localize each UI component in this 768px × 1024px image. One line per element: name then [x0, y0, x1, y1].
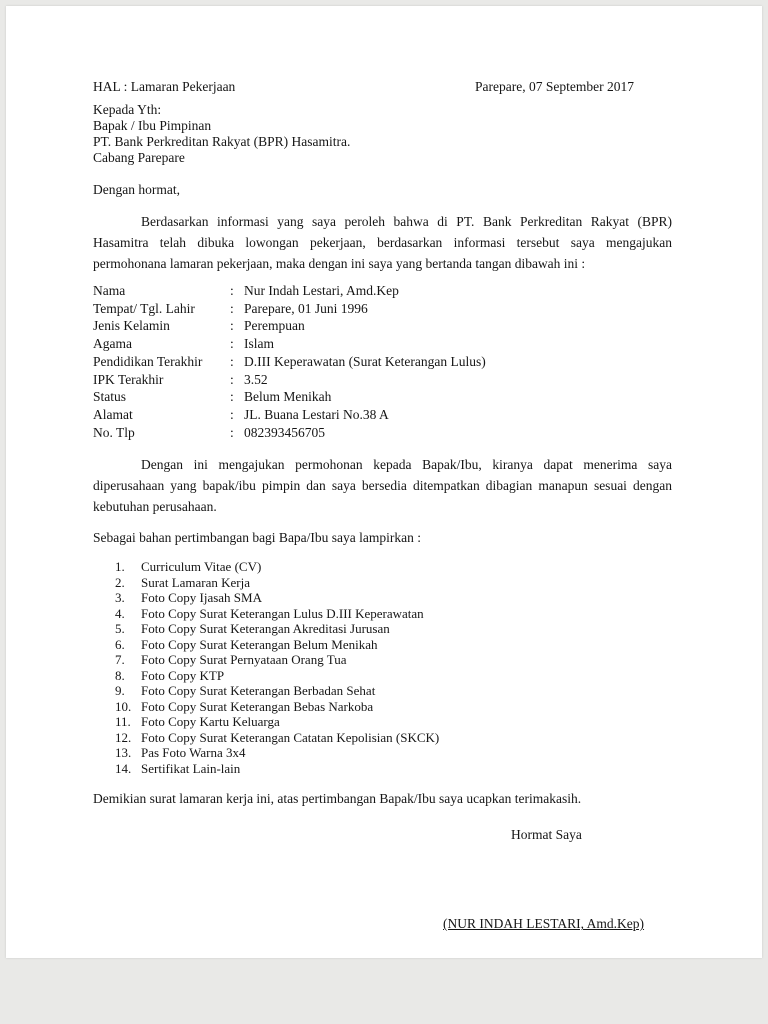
- attachment-number: 11.: [115, 714, 131, 730]
- field-label: Jenis Kelamin: [93, 318, 170, 334]
- attachment-label: Foto Copy Surat Pernyataan Orang Tua: [141, 652, 347, 668]
- colon-separator: :: [230, 283, 234, 298]
- attachment-item: [93, 559, 672, 575]
- letter-page: [6, 6, 762, 958]
- request-paragraph: Dengan ini mengajukan permohonan kepada Bapak/Ibu, kiranya dapat menerima saya diperusahaan yang bapak/ibu pimpin dan saya bersedia ditempatkan dibagian manapun sesuai dengan kebutuhan perusahaan.: [93, 457, 672, 515]
- personal-data-row: [93, 335, 672, 353]
- attachment-item: [93, 590, 672, 606]
- personal-data-row: [93, 353, 672, 371]
- attachment-item: [93, 652, 672, 668]
- recipient-line: Cabang Parepare: [93, 150, 185, 165]
- subject-line: HAL : Lamaran Pekerjaan: [93, 79, 236, 94]
- signature-label: Hormat Saya: [511, 827, 582, 843]
- attachment-number: 10.: [115, 698, 132, 714]
- attachment-label: Foto Copy Kartu Keluarga: [141, 714, 280, 730]
- city-date: Parepare, 07 September 2017: [475, 79, 634, 94]
- attachment-item: [93, 714, 672, 730]
- field-label: Agama: [93, 336, 132, 352]
- attachment-label: Foto Copy Surat Keterangan Bebas Narkoba: [141, 698, 374, 714]
- attachment-item: [93, 637, 672, 653]
- colon-separator: :: [230, 336, 234, 352]
- personal-data-row: [93, 282, 672, 300]
- attachment-item: [93, 761, 672, 777]
- field-value: Parepare, 01 Juni 1996: [244, 300, 368, 316]
- field-value: JL. Buana Lestari No.38 A: [244, 406, 389, 422]
- field-value: Nur Indah Lestari, Amd.Kep: [244, 283, 399, 298]
- opening-paragraph: Berdasarkan informasi yang saya peroleh bahwa di PT. Bank Perkreditan Rakyat (BPR) Hasamitra telah dibuka lowongan pekerjaan, berdasarkan informasi tersebut saya mengajukan permohonana lamaran pekerjaan, maka dengan ini saya yang bertanda tangan dibawah ini :: [93, 214, 672, 271]
- recipient-line: Bapak / Ibu Pimpinan: [93, 118, 212, 133]
- attachment-number: 8.: [115, 667, 125, 683]
- attachment-number: 2.: [115, 574, 125, 590]
- attachment-number: 7.: [115, 652, 125, 668]
- attachment-label: Foto Copy Surat Keterangan Berbadan Sehat: [141, 683, 376, 699]
- attachment-number: 9.: [115, 683, 125, 699]
- field-label: Nama: [93, 283, 126, 298]
- closing-paragraph: Demikian surat lamaran kerja ini, atas pertimbangan Bapak/Ibu saya ucapkan terimakasih.: [93, 791, 582, 807]
- field-value: 082393456705: [244, 424, 325, 440]
- field-value: Belum Menikah: [244, 389, 332, 405]
- attachment-item: [93, 606, 672, 622]
- attachment-item: [93, 683, 672, 699]
- colon-separator: :: [230, 371, 234, 387]
- field-value: 3.52: [244, 371, 268, 387]
- attachment-label: Curriculum Vitae (CV): [141, 559, 262, 575]
- attachment-number: 1.: [115, 559, 125, 575]
- field-value: Islam: [244, 336, 274, 352]
- attachment-item: [93, 699, 672, 715]
- attachment-item: [93, 745, 672, 761]
- attachment-item: [93, 730, 672, 746]
- attachment-number: 6.: [115, 636, 125, 652]
- personal-data-row: [93, 424, 672, 442]
- personal-data-row: [93, 406, 672, 424]
- signature-name: (NUR INDAH LESTARI, Amd.Kep): [443, 916, 645, 932]
- field-label: No. Tlp: [93, 424, 135, 440]
- colon-separator: :: [230, 318, 234, 334]
- attachment-label: Pas Foto Warna 3x4: [141, 745, 246, 761]
- personal-data-row: [93, 388, 672, 406]
- colon-separator: :: [230, 300, 234, 316]
- attachment-number: 12.: [115, 729, 132, 745]
- attachment-label: Foto Copy Ijasah SMA: [141, 590, 262, 606]
- field-value: Perempuan: [244, 318, 305, 334]
- colon-separator: :: [230, 353, 234, 369]
- field-label: Tempat/ Tgl. Lahir: [93, 300, 195, 316]
- personal-data-table: [93, 282, 672, 441]
- attachments-list: [93, 559, 672, 776]
- field-label: Status: [93, 389, 127, 405]
- attachment-number: 5.: [115, 621, 125, 637]
- recipient-block: [93, 102, 672, 166]
- field-label: IPK Terakhir: [93, 371, 164, 387]
- personal-data-row: [93, 371, 672, 389]
- field-value: D.III Keperawatan (Surat Keterangan Lulus): [244, 353, 486, 369]
- attachments-intro: Sebagai bahan pertimbangan bagi Bapa/Ibu saya lampirkan :: [93, 530, 422, 546]
- attachment-label: Foto Copy Surat Keterangan Lulus D.III Keperawatan: [141, 605, 424, 621]
- attachment-item: [93, 575, 672, 591]
- field-label: Alamat: [93, 406, 133, 422]
- attachment-item: [93, 621, 672, 637]
- attachment-number: 13.: [115, 745, 132, 761]
- colon-separator: :: [230, 389, 234, 405]
- attachment-label: Foto Copy Surat Keterangan Belum Menikah: [141, 636, 378, 652]
- attachment-label: Sertifikat Lain-lain: [141, 760, 241, 776]
- attachment-label: Surat Lamaran Kerja: [141, 574, 251, 590]
- salutation: Dengan hormat,: [93, 182, 180, 197]
- attachment-number: 14.: [115, 760, 132, 776]
- recipient-line: Kepada Yth:: [93, 102, 162, 117]
- colon-separator: :: [230, 406, 234, 422]
- attachment-item: [93, 668, 672, 684]
- attachment-label: Foto Copy Surat Keterangan Akreditasi Jurusan: [141, 621, 390, 637]
- colon-separator: :: [230, 424, 234, 440]
- personal-data-row: [93, 317, 672, 335]
- field-label: Pendidikan Terakhir: [93, 353, 203, 369]
- recipient-line: PT. Bank Perkreditan Rakyat (BPR) Hasamitra.: [93, 134, 351, 149]
- attachment-number: 4.: [115, 605, 125, 621]
- attachment-label: Foto Copy KTP: [141, 667, 225, 683]
- letter-header: [93, 78, 672, 95]
- attachment-label: Foto Copy Surat Keterangan Catatan Kepolisian (SKCK): [141, 729, 440, 745]
- personal-data-row: [93, 300, 672, 318]
- attachment-number: 3.: [115, 590, 125, 606]
